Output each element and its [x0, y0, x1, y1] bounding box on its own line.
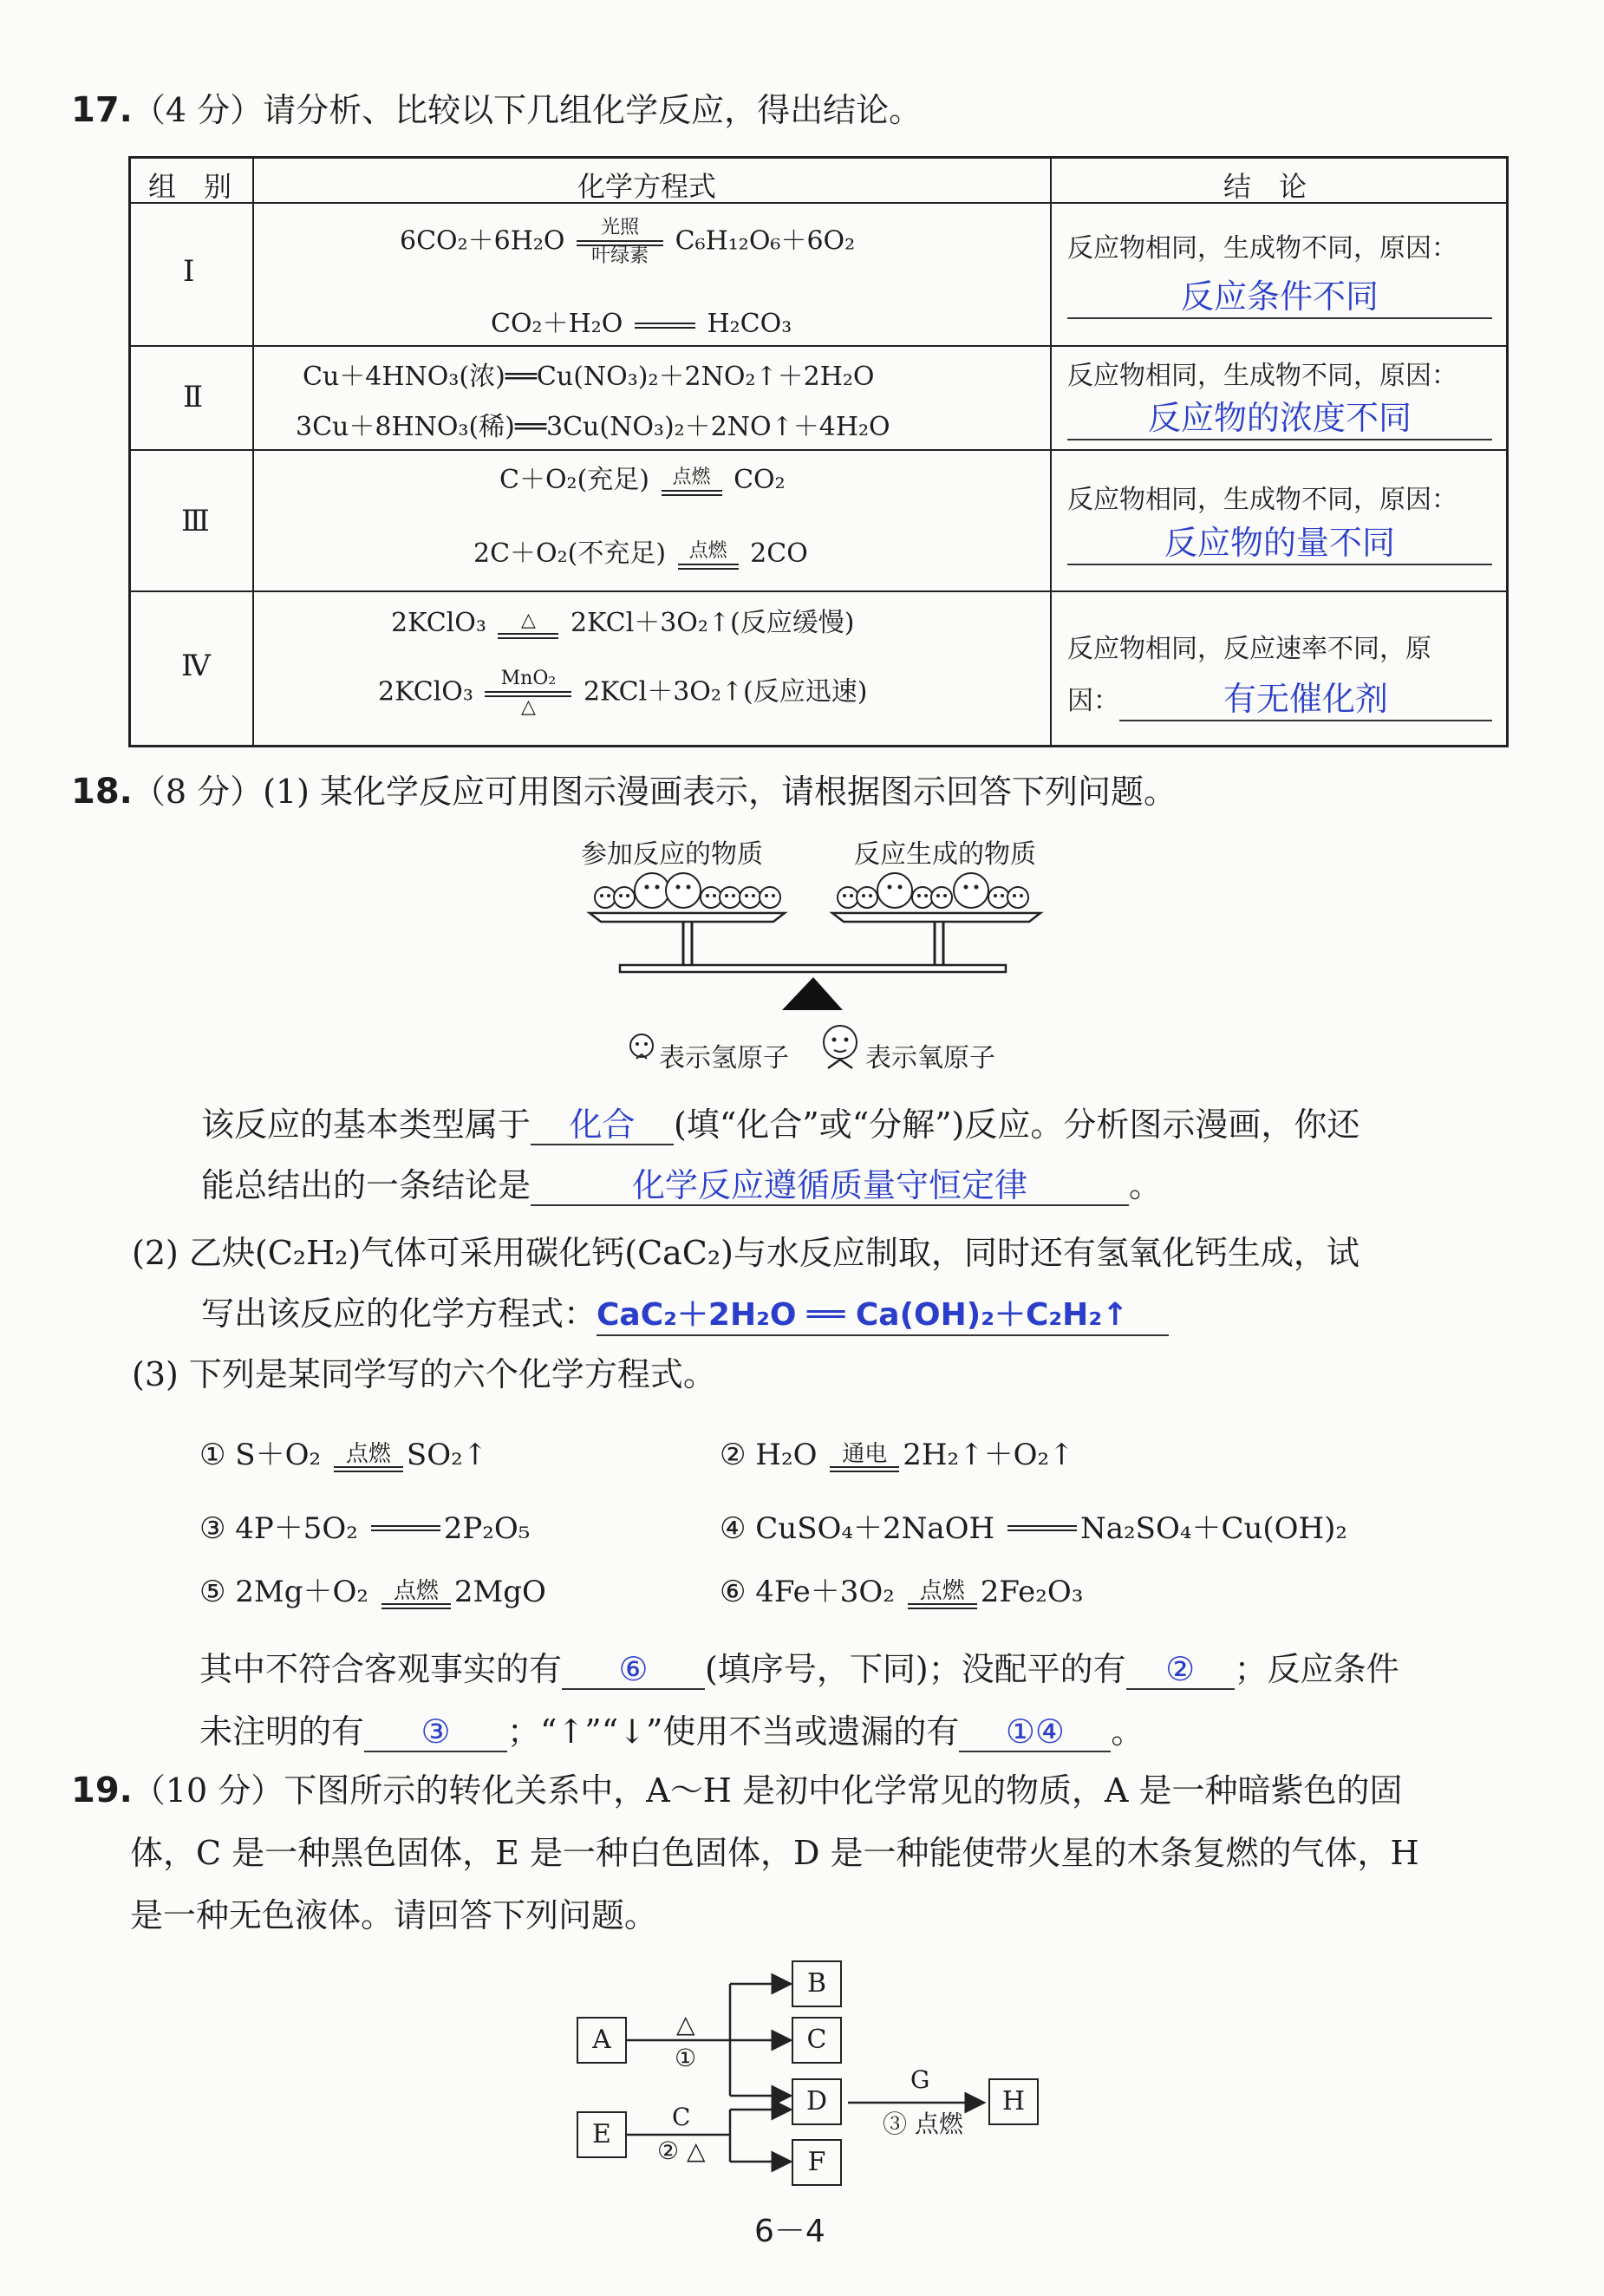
q18-p1-line2: 能总结出的一条结论是 化学反应遵循质量守恒定律 。 [201, 1166, 1163, 1204]
row3-eq1: C＋O₂(充足) 点燃 CO₂ [499, 465, 786, 495]
row3-answer: 反应物的量不同 [1164, 524, 1395, 562]
oxygen-atom-icon [819, 1023, 861, 1073]
q18-text: （8 分）(1) 某化学反应可用图示漫画表示，请根据图示回答下列问题。 [132, 773, 1177, 811]
q18-answer-4: ⑥ [618, 1650, 649, 1688]
q18-stem [71, 770, 1177, 813]
row3-eq2: 2C＋O₂(不充足) 点燃 2CO [473, 538, 808, 569]
left-tray [590, 913, 785, 922]
row4-eq2: 2KClO₃ MnO₂ △ 2KCl＋3O₂↑(反应迅速) [378, 668, 868, 718]
row2-eq2: 3Cu＋8HNO₃(稀)══3Cu(NO₃)₂＋2NO↑＋4H₂O [296, 412, 890, 442]
arrow3-condition-bottom: ③ 点燃 [883, 2110, 963, 2138]
box-C: C [792, 2017, 842, 2064]
q18-answer-3: CaC₂＋2H₂O ══ Ca(OH)₂＋C₂H₂↑ [597, 1297, 1129, 1333]
q18-blank-5 [1126, 1650, 1235, 1690]
q18-blank-7 [959, 1712, 1111, 1752]
q18-blank-6 [364, 1712, 507, 1752]
row3-answer-blank [1067, 516, 1492, 565]
box-H: H [988, 2078, 1039, 2125]
q18-answer-1: 化合 [569, 1106, 636, 1144]
row1-answer-blank [1067, 270, 1492, 319]
q18-number: 18. [71, 772, 133, 812]
q18-p2-line1: (2) 乙炔(C₂H₂)气体可采用碳化钙(CaC₂)与水反应制取，同时还有氢氧化钙生成，试 [132, 1234, 1359, 1272]
q18-blank-1 [531, 1106, 674, 1145]
eq-3: ③ 4P＋5O₂ 2P₂O₅ [199, 1511, 531, 1546]
row4-answer-blank [1119, 672, 1492, 721]
row1-answer: 反应条件不同 [1180, 277, 1379, 316]
arrow2-condition-bottom: ② △ [657, 2136, 706, 2165]
box-E: E [577, 2111, 627, 2158]
q19-line2: 体，C 是一种黑色固体，E 是一种白色固体，D 是一种能使带火星的木条复燃的气体，H [130, 1834, 1419, 1872]
header-conclusion: 结 论 [1223, 170, 1307, 203]
arrow3-condition-top: G [910, 2065, 930, 2094]
eq-1: ① S＋O₂ 点燃 SO₂↑ [199, 1438, 488, 1472]
header-group: 组 别 [148, 170, 232, 203]
row2-group: Ⅱ [183, 380, 204, 414]
row4-conclusion-1: 反应物相同，反应速率不同，原 [1067, 634, 1431, 664]
row4-eq1: 2KClO₃ △ 2KCl＋3O₂↑(反应缓慢) [391, 608, 855, 638]
q18-answer-5: ② [1165, 1650, 1196, 1688]
row4-conclusion-2: 因： [1067, 686, 1119, 716]
box-D: D [792, 2078, 842, 2125]
fig-label-reactants: 参加反应的物质 [581, 839, 763, 870]
arrow2-condition-top: C [672, 2103, 691, 2131]
q18-p3: (3) 下列是某同学写的六个化学方程式。 [132, 1355, 716, 1393]
q18-p2-line2: 写出该反应的化学方程式：CaC₂＋2H₂O ══ Ca(OH)₂＋C₂H₂↑ [201, 1292, 1169, 1336]
row2-conclusion: 反应物相同，生成物不同，原因： [1067, 361, 1457, 391]
row3-conclusion: 反应物相同，生成物不同，原因： [1067, 485, 1457, 515]
q17-number: 17. [71, 90, 133, 130]
product-molecules [838, 873, 1028, 908]
row1-group: Ⅰ [183, 254, 195, 289]
q19-number: 19. [71, 1771, 133, 1810]
legend-oxygen: 表示氧原子 [865, 1043, 995, 1073]
q17-stem [71, 88, 922, 132]
arrow1-condition-bottom: ① [675, 2044, 697, 2072]
fulcrum [782, 977, 843, 1010]
q18-p1-line1: 该反应的基本类型属于 化合 (填“化合”或“分解”)反应。分析图示漫画，你还 [201, 1106, 1360, 1144]
q18-p4-line2: 未注明的有 ③ ；“↑”“↓”使用不当或遗漏的有 ①④ 。 [199, 1712, 1144, 1751]
box-A: A [577, 2017, 627, 2064]
q18-blank-2 [531, 1166, 1129, 1206]
fig-label-products: 反应生成的物质 [854, 839, 1036, 870]
row3-group: Ⅲ [181, 504, 210, 538]
q19-text-1: （10 分）下图所示的转化关系中，A～H 是初中化学常见的物质，A 是一种暗紫色的固 [132, 1771, 1403, 1810]
q17-table [128, 156, 1509, 747]
hydrogen-atom-icon [626, 1030, 657, 1065]
right-tray [832, 913, 1040, 922]
q19-line3: 是一种无色液体。请回答下列问题。 [130, 1896, 658, 1934]
eq-6: ⑥ 4Fe＋3O₂ 点燃 2Fe₂O₃ [720, 1575, 1084, 1609]
box-B: B [792, 1960, 842, 2007]
q18-answer-2: 化学反应遵循质量守恒定律 [632, 1166, 1028, 1204]
row1-eq1: 6CO₂＋6H₂O 光照 叶绿素 C₆H₁₂O₆＋6O₂ [400, 217, 856, 267]
q18-blank-4 [562, 1650, 705, 1690]
row2-answer-blank [1067, 391, 1492, 440]
row4-answer: 有无催化剂 [1223, 680, 1388, 718]
q18-answer-7: ①④ [1005, 1712, 1065, 1751]
balance-beam [620, 965, 1006, 972]
page-number: 6－4 [754, 2214, 825, 2249]
q18-blank-3 [597, 1295, 1169, 1336]
arrow1-condition-top: △ [676, 2010, 695, 2038]
box-F: F [792, 2139, 842, 2186]
header-equation: 化学方程式 [577, 170, 717, 203]
balance-figure [572, 863, 1058, 1019]
eq-2: ② H₂O 通电 2H₂↑＋O₂↑ [720, 1438, 1074, 1472]
row4-group: Ⅳ [181, 649, 211, 683]
q17-text: （4 分）请分析、比较以下几组化学反应，得出结论。 [132, 91, 923, 129]
q18-p4-line1: 其中不符合客观事实的有 ⑥ (填序号，下同)；没配平的有 ② ；反应条件 [199, 1650, 1399, 1688]
row2-answer: 反应物的浓度不同 [1147, 399, 1412, 437]
row1-eq2: CO₂＋H₂O H₂CO₃ [491, 309, 792, 339]
row2-eq1: Cu＋4HNO₃(浓)══Cu(NO₃)₂＋2NO₂↑＋2H₂O [303, 362, 875, 392]
legend-hydrogen: 表示氢原子 [659, 1043, 789, 1073]
eq-4: ④ CuSO₄＋2NaOH Na₂SO₄＋Cu(OH)₂ [720, 1511, 1348, 1546]
q19-line1 [71, 1769, 1402, 1812]
row1-conclusion: 反应物相同，生成物不同，原因： [1067, 233, 1457, 264]
reactant-molecules [595, 873, 780, 908]
q18-answer-6: ③ [421, 1712, 451, 1751]
eq-5: ⑤ 2Mg＋O₂ 点燃 2MgO [199, 1575, 546, 1609]
